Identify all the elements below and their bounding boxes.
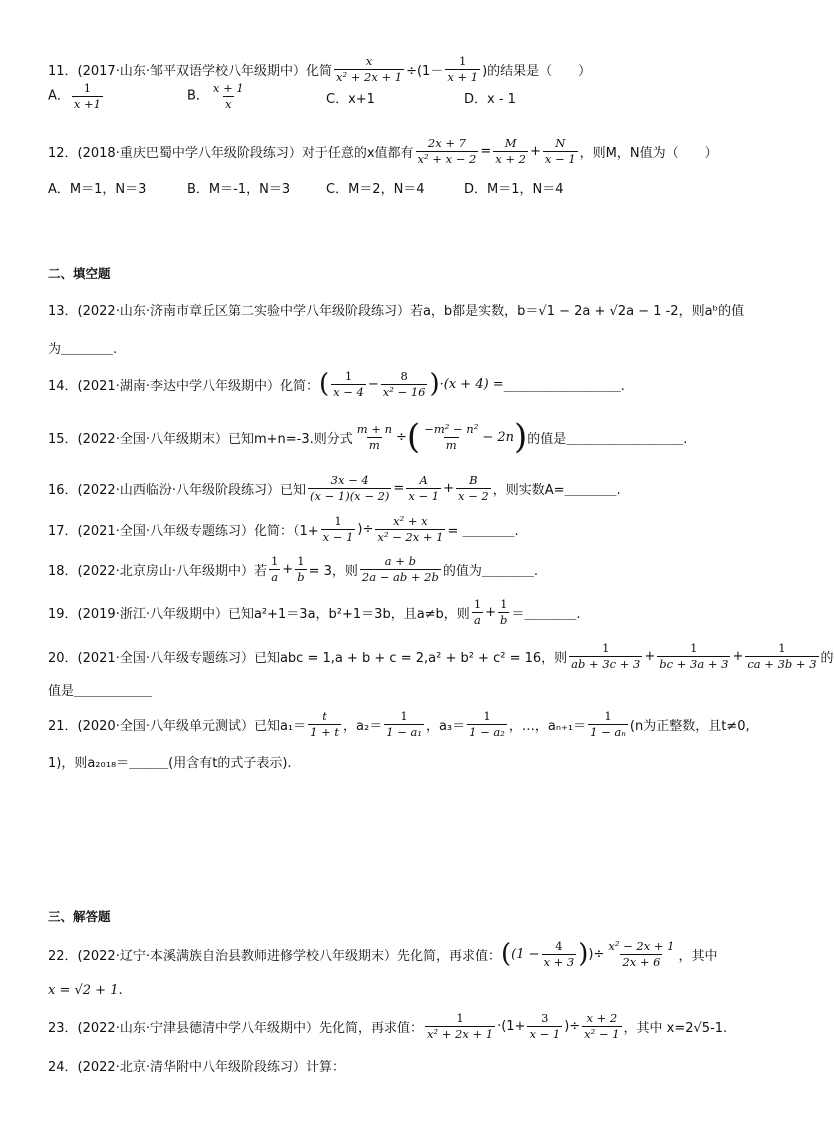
question-20-line2	[48, 680, 754, 699]
question-16: 16．(2022·山西临汾·八年级阶段练习）已知 $\frac{3x - 4}{(x - 1)(x - 2)}$ = $\frac{A}{x - 1}$ + $\frac{B}{x - 2}$ ，则实数A=＿＿＿＿.	[48, 473, 621, 503]
q12-fraction-3: $\frac{N}{x - 1}$	[544, 136, 576, 166]
section-heading-solve: 三、解答题	[48, 909, 111, 924]
q11-fraction-2: $\frac{1}{x + 1}$	[447, 54, 479, 84]
q19-answer-blank[interactable]: ＝＿＿＿＿.	[511, 606, 581, 622]
q12-option-a[interactable]: A．M＝1，N＝3	[48, 181, 147, 197]
question-15: 15．(2022·全国·八年级期末）已知m+n=-3.则分式 $\frac{m + n}{m}$ ÷ ( $\frac{\text{−m² − n²}}{m}$ − 2n ) 的值是＿＿＿＿＿＿＿＿＿.	[48, 417, 688, 457]
q12-option-c[interactable]: C．M＝2，N＝4	[326, 181, 425, 197]
q16-answer-blank[interactable]: ，则实数A=＿＿＿＿.	[492, 482, 621, 498]
question-18: 18．(2022·北京房山·八年级期中）若 $\frac{1}{a}$ + $\frac{1}{b}$ = 3，则 $\frac{a + b}{2a - ab + 2b}$ 的值为＿＿＿＿.	[48, 554, 538, 584]
question-17: 17．(2021·全国·八年级专题练习）化简：（1+ $\frac{1}{x - 1}$ )÷ $\frac{\text{x² + x}}{\text{x² − 2x + 1}}$ = ＿＿＿＿.	[48, 514, 519, 544]
q11-prefix: 11．(2017·山东·邹平双语学校八年级期中）化简	[48, 63, 332, 79]
question-12: 12．(2018·重庆巴蜀中学八年级阶段练习）对于任意的x值都有 $\frac{2x + 7}{\text{x² + x − 2}}$ = $\frac{M}{x + 2}$ + $\frac{N}{x - 1}$ ，则M，N值为（ ）	[48, 136, 718, 166]
question-24: 24．(2022·北京·清华附中八年级阶段练习）计算：	[48, 1060, 345, 1075]
q21-answer-blank[interactable]: 1)，则a₂₀₁₈＝＿＿＿(用含有t的式子表示).	[48, 756, 292, 771]
question-13-line2: 为＿＿＿＿.	[48, 342, 118, 357]
question-21-line2	[48, 752, 754, 771]
q15-answer-blank[interactable]: 的值是＿＿＿＿＿＿＿＿＿.	[527, 431, 688, 447]
question-22: 22．(2022·辽宁·本溪满族自治县教师进修学校八年级期末）先化简，再求值： ( (1 − $\frac{4}{x + 3}$ ) )÷ $\frac{\text{x² − 2x + 1}}{2x + 6}$ ，其中	[48, 939, 718, 970]
question-11	[48, 55, 754, 83]
question-22-line2: x = √2 + 1.	[48, 983, 123, 998]
q17-answer-blank[interactable]: = ＿＿＿＿.	[447, 523, 519, 539]
q11-mid: ÷(1－	[406, 63, 444, 79]
question-14: 14．(2021·湖南·李达中学八年级期中）化简： ( $\frac{1}{x - 4}$ − $\frac{8}{\text{x² − 16}}$ ) ·(x + 4) = ＿＿＿＿＿＿＿＿＿.	[48, 369, 625, 400]
question-23: 23．(2022·山东·宁津县德清中学八年级期中）先化简，再求值： $\frac{1}{\text{x² + 2x + 1}}$ ·(1+ $\frac{3}{x - 1}$ )÷ $\frac{x + 2}{\text{x² − 1}}$ ，其中 x=2√5-1.	[48, 1011, 728, 1041]
q12-suffix: ，则M，N值为（ ）	[579, 145, 718, 161]
q12-option-d[interactable]: D．M＝1，N＝4	[464, 181, 564, 197]
q20-answer-blank[interactable]: 值是＿＿＿＿＿＿	[48, 684, 153, 699]
q11-option-c[interactable]: C．x+1	[326, 92, 375, 107]
q12-option-b[interactable]: B．M＝-1，N＝3	[187, 181, 291, 197]
question-13: 13．(2022·山东·济南市章丘区第二实验中学八年级阶段练习）若a，b都是实数，b＝√1 − 2a + √2a − 1 -2，则aᵇ的值	[48, 304, 745, 319]
q11-suffix: )的结果是（ ）	[482, 63, 592, 79]
q12-fraction-2: $\frac{M}{x + 2}$	[495, 136, 526, 166]
question-21: 21．(2020·全国·八年级单元测试）已知a₁＝ $\frac{t}{1 + t}$ ，a₂＝ $\frac{1}{\text{1 − a₁}}$ ，a₃＝ $\frac{1}{\text{1 − a₂}}$ ，…，aₙ₊₁＝ $\frac{1}{\text{1 − aₙ}}$ (n为正整数，且t≠0,	[48, 709, 750, 739]
q12-fraction-1: $\frac{2x + 7}{\text{x² + x − 2}}$	[417, 136, 477, 166]
question-20: 20．(2021·全国·八年级专题练习）已知abc = 1,a + b + c = 2,a² + b² + c² = 16，则 $\frac{1}{ab + 3c + 3}$ + $\frac{1}{bc + 3a + 3}$ + $\frac{1}{ca + 3b + 3}$ 的	[48, 641, 834, 671]
q18-answer-blank[interactable]: 的值为＿＿＿＿.	[442, 563, 538, 579]
q12-prefix: 12．(2018·重庆巴蜀中学八年级阶段练习）对于任意的x值都有	[48, 145, 414, 161]
q14-answer-blank[interactable]: ＿＿＿＿＿＿＿＿＿.	[503, 378, 625, 394]
question-19: 19．(2019·浙江·八年级期中）已知a²+1＝3a，b²+1＝3b，且a≠b，则 $\frac{1}{a}$ + $\frac{1}{b}$ ＝＿＿＿＿.	[48, 597, 581, 627]
q11-option-b[interactable]: B． $\frac{x + 1}{x}$	[187, 80, 244, 111]
q11-option-d[interactable]: D．x - 1	[464, 92, 516, 107]
q11-fraction-1: $\frac{x}{\text{x² + 2x + 1}}$	[335, 54, 403, 84]
q11-option-a[interactable]: A． $\frac{1}{x +1}$	[48, 80, 101, 111]
section-heading-fill-in: 二、填空题	[48, 266, 111, 281]
